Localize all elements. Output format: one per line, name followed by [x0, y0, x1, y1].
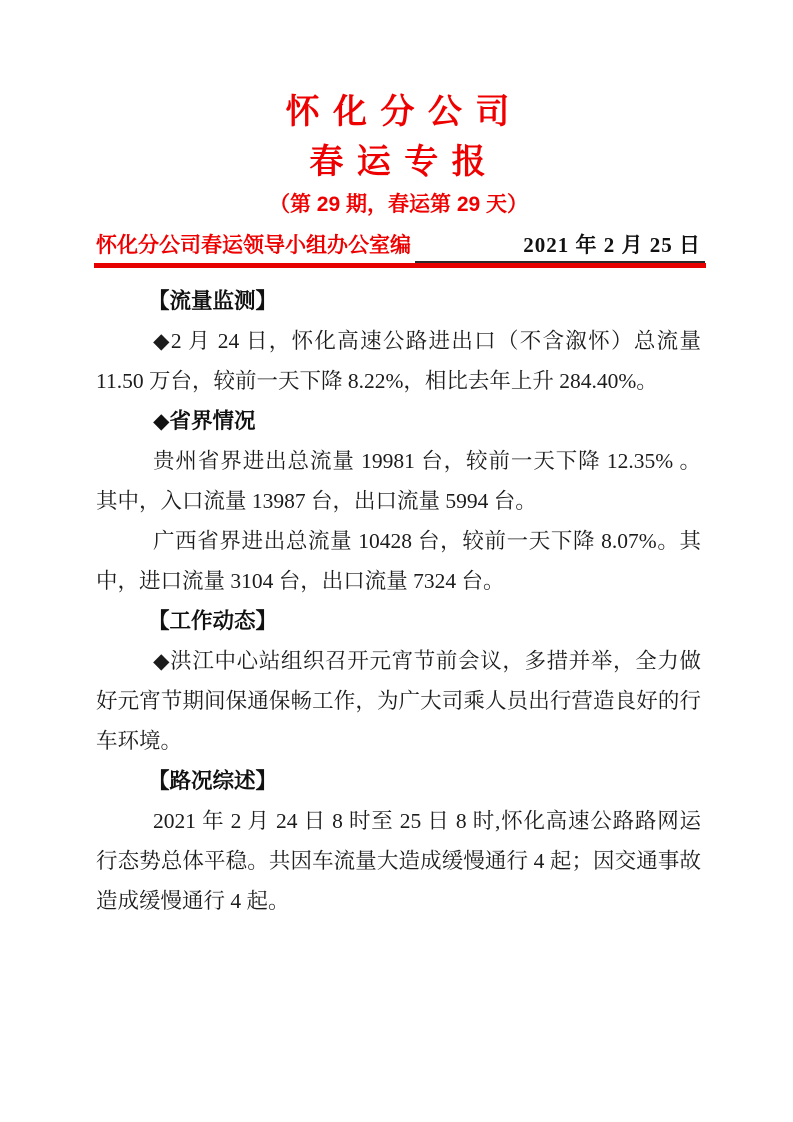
- paragraph-total-flow: ◆2 月 24 日，怀化高速公路进出口（不含溆怀）总流量 11.50 万台，较前一天下降 8.22%，相比去年上升 284.40%。: [96, 329, 701, 393]
- report-title: 春 运 专 报: [309, 143, 488, 181]
- paragraph-guangxi-border: 广西省界进出总流量 10428 台，较前一天下降 8.07%。其中，进口流量 3104 台，出口流量 7324 台。: [96, 529, 701, 593]
- subsection-heading-province-border: ◆省界情况: [153, 409, 256, 433]
- paragraph-road-network-summary: 2021 年 2 月 24 日 8 时至 25 日 8 时,怀化高速公路路网运行态势总体平稳。共因车流量大造成缓慢通行 4 起；因交通事故造成缓慢通行 4 起。: [96, 809, 701, 913]
- section-heading-traffic-monitor: 【流量监测】: [148, 289, 278, 313]
- paragraph-hongjiang-meeting: ◆洪江中心站组织召开元宵节前会议，多措并举，全力做好元宵节期间保通保畅工作，为广大司乘人员出行营造良好的行车环境。: [96, 649, 701, 753]
- editor-office-label: 怀化分公司春运领导小组办公室编: [96, 233, 411, 257]
- red-divider-line: [94, 263, 706, 268]
- masthead-row: [96, 232, 701, 258]
- document-content: [96, 0, 701, 921]
- company-title: 怀 化 分 公 司: [285, 93, 512, 131]
- section-heading-road-conditions: 【路况综述】: [148, 769, 278, 793]
- masthead-divider: [96, 262, 701, 268]
- issue-subtitle: （第 29 期，春运第 29 天）: [268, 193, 529, 216]
- section-heading-work-updates: 【工作动态】: [148, 609, 278, 633]
- report-body: [96, 281, 701, 921]
- paragraph-guizhou-border: 贵州省界进出总流量 19981 台，较前一天下降 12.35% 。其中，入口流量 13987 台，出口流量 5994 台。: [96, 449, 701, 513]
- issue-date: 2021 年 2 月 25 日: [523, 233, 701, 257]
